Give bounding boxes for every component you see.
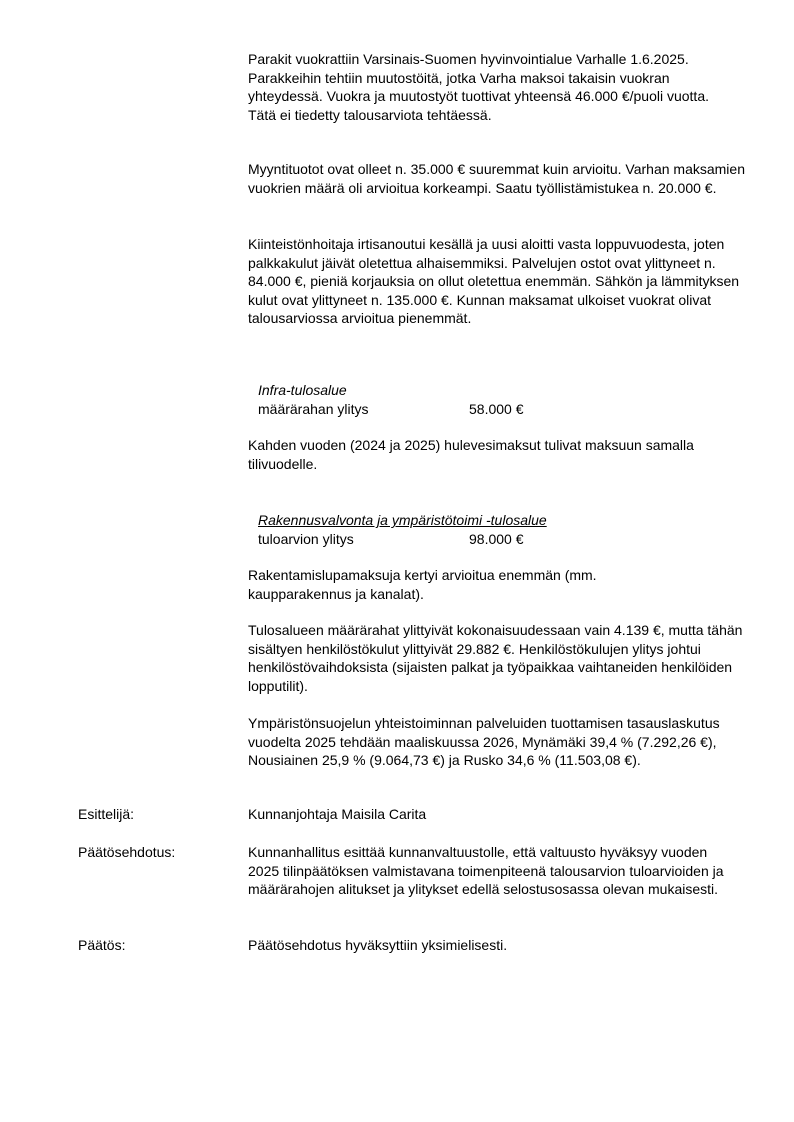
esittelija-value: Kunnanjohtaja Maisila Carita [248,806,427,822]
paatosehdotus-label: Päätösehdotus: [78,844,176,860]
section-rakennusvalvonta-label: tuloarvion ylitys [258,530,354,547]
paragraph-kiinteistonhoitaja: Kiinteistönhoitaja irtisanoutui kesällä ja uusi aloitti vasta loppuvuodesta, joten palkkakulut jäivät oletettua alhaisemmiksi. Palvelujen ostot ovat ylittyneet n. 84.000 €, pieniä korjauksia on ollut oletettua enemmän. Sähkön ja lämmityksen kulut ovat ylittyneet n. 135.000 €. Kunnan maksamat ulkoiset vuokrat olivat talousarviossa arvioitua pienemmät. [248,236,740,326]
paatosehdotus-value: Kunnanhallitus esittää kunnanvaltuustolle, että valtuusto hyväksyy vuoden 2025 tilinpäätöksen valmistavana toimenpiteenä talousarvion tuloarvioiden ja määrärahojen alitukset ja ylitykset edellä selostusosassa olevan mukaisesti. [248,844,724,897]
section-rakennusvalvonta-title: Rakennusvalvonta ja ympäristötoimi -tulosalue [258,512,547,528]
paatos-label: Päätös: [78,937,126,953]
paragraph-hulevesimaksut: Kahden vuoden (2024 ja 2025) hulevesimaksut tulivat maksuun samalla tilivuodelle. [248,437,694,472]
paragraph-rakentamislupamaksut: Rakentamislupamaksuja kertyi arvioitua enemmän (mm. kaupparakennus ja kanalat). [248,567,597,602]
section-infra [258,381,618,418]
section-rakennusvalvonta-row [258,530,618,549]
section-infra-amount: 58.000 € [469,400,524,417]
paragraph-tulosalueen-maararahat: Tulosalueen määrärahat ylittyivät kokonaisuudessaan vain 4.139 €, mutta tähän sisältyen henkilöstökulut ylittyivät 29.882 €. Henkilöstökulujen ylitys johtui henkilöstövaihdoksista (sijaisten palkat ja työpaikkaa vaihtaneiden henkilöiden lopputilit). [248,622,743,694]
section-infra-label: määrärahan ylitys [258,400,369,417]
paragraph-parakit: Parakit vuokrattiin Varsinais-Suomen hyvinvointialue Varhalle 1.6.2025. Parakkeihin tehtiin muutostöitä, jotka Varha maksoi takaisin vuokran yhteydessä. Vuokra ja muutostyöt tuottivat yhteensä 46.000 €/puoli vuotta. Tätä ei tiedetty talousarviota tehtäessä. [248,51,709,123]
section-rakennusvalvonta-amount: 98.000 € [469,530,524,547]
section-infra-row [258,400,618,419]
paragraph-myyntituotot: Myyntituotot ovat olleet n. 35.000 € suuremmat kuin arvioitu. Varhan maksamien vuokrien määrä oli arvioitua korkeampi. Saatu työllistämistukea n. 20.000 €. [248,161,745,196]
paatos-value: Päätösehdotus hyväksyttiin yksimielisesti. [248,937,508,953]
section-infra-title: Infra-tulosalue [258,382,347,398]
section-rakennusvalvonta [258,511,618,548]
paragraph-ymparistonsuojelu: Ympäristönsuojelun yhteistoiminnan palveluiden tuottamisen tasauslaskutus vuodelta 2025 tehdään maaliskuussa 2026, Mynämäki 39,4 % (7.292,26 €), Nousiainen 25,9 % (9.064,73 €) ja Rusko 34,6 % (11.503,08 €). [248,715,720,768]
esittelija-label: Esittelijä: [78,806,135,822]
